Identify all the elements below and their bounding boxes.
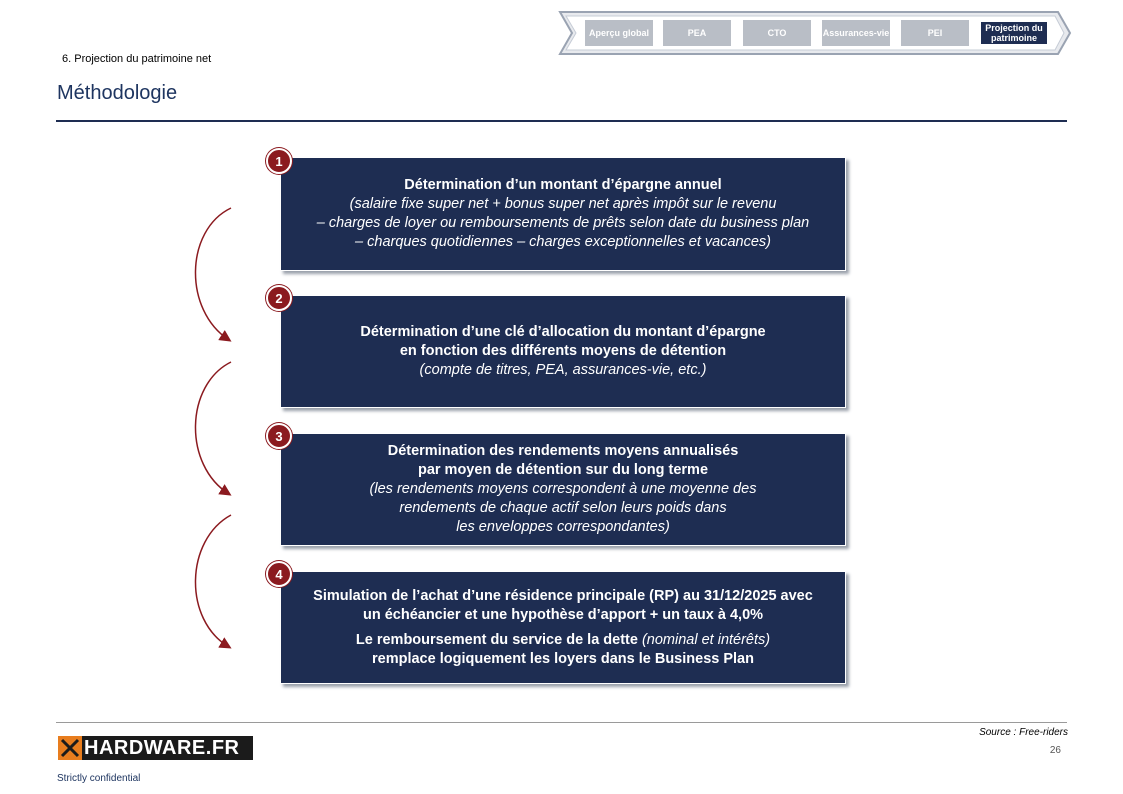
step-1-heading: Détermination d’un montant d’épargne annuel — [404, 177, 722, 193]
step-1-box — [280, 157, 846, 271]
logo-icon — [58, 736, 82, 760]
step-4-number-badge: 4 — [266, 561, 292, 587]
step-2-number-badge: 2 — [266, 285, 292, 311]
step-1-detail-line: – charges de loyer ou remboursements de prêts selon date du business plan — [316, 215, 810, 231]
company-logo — [58, 736, 253, 760]
tab-apercu-global[interactable]: Aperçu global — [585, 20, 653, 46]
page-title: Méthodologie — [57, 82, 178, 104]
section-navigation — [558, 10, 1072, 56]
tab-pea[interactable]: PEA — [663, 20, 731, 46]
step-2-detail-line: (compte de titres, PEA, assurances-vie, etc.) — [419, 362, 707, 378]
step-2-heading: en fonction des différents moyens de détention — [399, 343, 727, 359]
step-4-debt-text: Le remboursement du service de la dette — [355, 631, 642, 648]
tab-cto[interactable]: CTO — [743, 20, 811, 46]
step-1-number-badge: 1 — [266, 148, 292, 174]
source-note: Source : Free-riders — [979, 727, 1068, 738]
step-2-box — [280, 295, 846, 408]
step-3-box — [280, 433, 846, 546]
step-4-debt-line — [356, 631, 770, 650]
title-divider — [56, 120, 1067, 122]
tab-projection-patrimoine[interactable]: Projection du patrimoine — [979, 20, 1049, 46]
step-3-detail-line: (les rendements moyens correspondent à une moyenne des — [369, 481, 757, 497]
footer-divider — [56, 722, 1067, 723]
logo-text: HARDWARE.FR — [84, 736, 240, 759]
arrow-1-to-2 — [195, 208, 231, 340]
step-2-heading: Détermination d’une clé d’allocation du montant d’épargne — [360, 324, 766, 340]
page-number: 26 — [1049, 745, 1061, 756]
step-1-detail-line: – charques quotidiennes – charges exceptionnelles et vacances) — [355, 234, 771, 250]
step-3-detail-line: rendements de chaque actif selon leurs poids dans — [399, 500, 727, 516]
arrow-2-to-3 — [195, 362, 231, 494]
step-4-heading: un échéancier et une hypothèse d’apport + un taux à 4,0% — [362, 606, 764, 623]
step-4-debt-line-2: remplace logiquement les loyers dans le Business Plan — [372, 650, 754, 667]
step-4-box — [280, 571, 846, 684]
step-flow-arrows — [185, 200, 245, 660]
confidentiality-note: Strictly confidential — [57, 773, 141, 784]
tab-assurances-vie[interactable]: Assurances-vie — [822, 20, 890, 46]
step-4-debt-italic: (nominal et intérêts) — [641, 631, 771, 648]
step-3-detail-line: les enveloppes correspondantes) — [456, 519, 670, 535]
step-3-number-badge: 3 — [266, 423, 292, 449]
tab-pei[interactable]: PEI — [901, 20, 969, 46]
step-3-heading: Détermination des rendements moyens annualisés — [387, 443, 739, 459]
step-3-heading: par moyen de détention sur du long terme — [417, 462, 709, 478]
step-4-heading: Simulation de l’achat d’une résidence principale (RP) au 31/12/2025 avec — [313, 587, 813, 604]
arrow-3-to-4 — [195, 515, 231, 647]
section-label: 6. Projection du patrimoine net — [62, 53, 212, 65]
step-1-detail-line: (salaire fixe super net + bonus super net après impôt sur le revenu — [349, 196, 777, 212]
